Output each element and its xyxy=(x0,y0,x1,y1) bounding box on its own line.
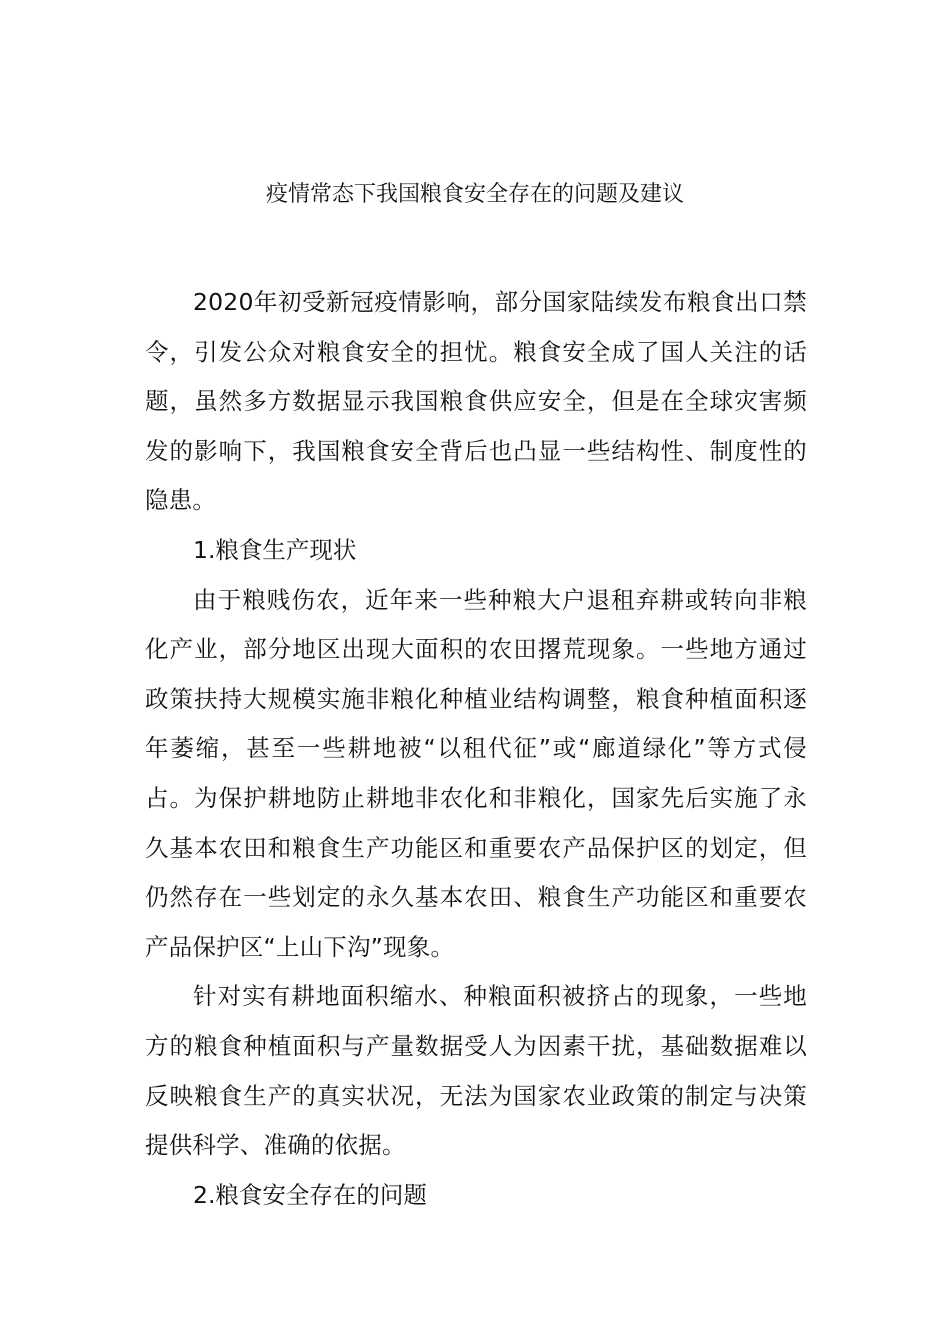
paragraph-intro: 2020年初受新冠疫情影响，部分国家陆续发布粮食出口禁令，引发公众对粮食安全的担忧。粮食安全成了国人关注的话题，虽然多方数据显示我国粮食供应安全，但是在全球灾害频发的影响下，我国粮食安全背后也凸显一些结构性、制度性的隐患。 xyxy=(145,288,807,515)
paragraph-data-accuracy: 针对实有耕地面积缩水、种粮面积被挤占的现象，一些地方的粮食种植面积与产量数据受人为因素干扰，基础数据难以反映粮食生产的真实状况，无法为国家农业政策的制定与决策提供科学、准确的依据。 xyxy=(145,982,807,1160)
section-heading-production-status: 1.粮食生产现状 xyxy=(193,535,357,564)
section-heading-problems: 2.粮食安全存在的问题 xyxy=(193,1180,427,1209)
document-title: 疫情常态下我国粮食安全存在的问题及建议 xyxy=(265,182,684,207)
paragraph-farmland: 由于粮贱伤农，近年来一些种粮大户退租弃耕或转向非粮化产业，部分地区出现大面积的农田撂荒现象。一些地方通过政策扶持大规模实施非粮化种植业结构调整，粮食种植面积逐年萎缩，甚至一些耕地被“以租代征”或“廊道绿化”等方式侵占。为保护耕地防止耕地非农化和非粮化，国家先后实施了永久基本农田和粮食生产功能区和重要农产品保护区的划定，但仍然存在一些划定的永久基本农田、粮食生产功能区和重要农产品保护区“上山下沟”现象。 xyxy=(145,585,807,961)
document-body xyxy=(145,278,807,1220)
